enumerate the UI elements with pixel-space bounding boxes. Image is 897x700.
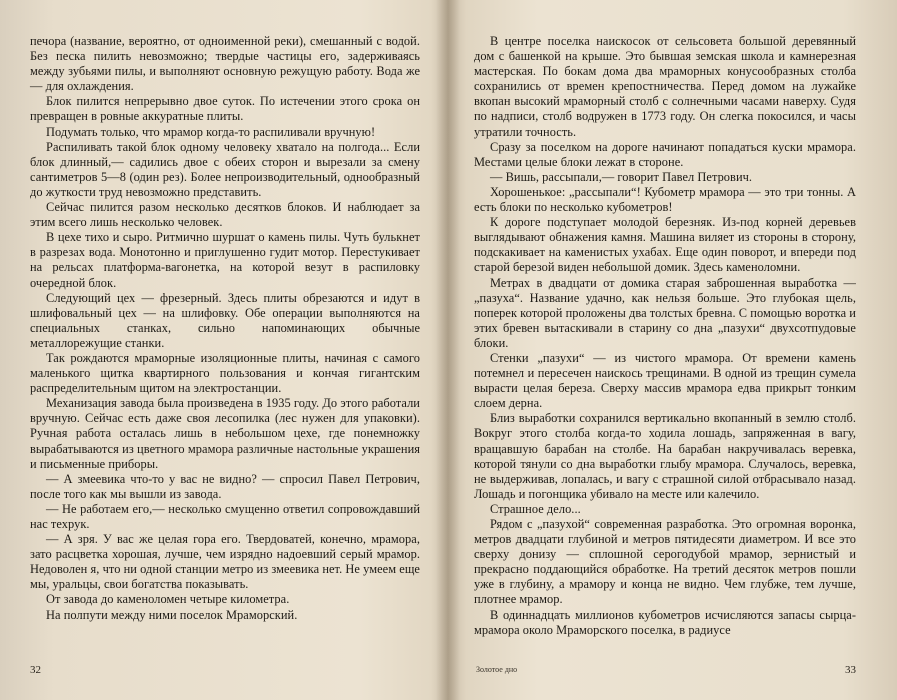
signature-mark: Золотое дно [476, 665, 518, 674]
paragraph: — Не работаем его,— несколько смущенно ответил сопровождавший нас техрук. [30, 501, 420, 531]
paragraph: От завода до каменоломен четыре километра. [46, 592, 290, 607]
paragraph: На полпути между ними поселок Мраморский. [46, 607, 298, 622]
paragraph: Так рождаются мраморные изоляционные плиты, начиная с самого маленького щитка квартирного пользования и кончая гигантским распределительным щитом на электростанции. [30, 350, 420, 396]
paragraph: — А змеевика что-то у вас не видно? — спросил Павел Петрович, после того как мы вышли из завода. [30, 471, 420, 501]
paragraph: Близ выработки сохранился вертикально вкопанный в землю столб. Вокруг этого столба когда-то ходила лошадь, запряженная в вагу, вращавшую барабан на столбе. На барабан накручивалась веревка, которой тянули со дна выработки глыбу мрамора. Случалось, веревка, не выдерживав, лопалась, и вагу с страшной силой отбрасывало назад. Лошадь и погонщика убивало на месте или калечило. [474, 411, 856, 501]
paragraph: Метрах в двадцати от домика старая заброшенная выработка — „пазуха“. Название удачно, как нельзя больше. Это глубокая щель, поперек которой проложены два толстых бревна. С помощью воротка и этих бревен вытаскивали в старину со дна „пазухи“ двухсотпудовые блоки. [474, 275, 856, 350]
paragraph: Сразу за поселком на дороге начинают попадаться куски мрамора. Местами целые блоки лежат в стороне. [474, 139, 856, 169]
paragraph: — А зря. У вас же целая гора его. Твердоватей, конечно, мрамора, зато расцветка хорошая, лучше, чем изрядно надоевший серый мрамор. Недоволен я, что ни одной станции метро из змеевика нет. Не умеем еще мы, уральцы, свои богатства показывать. [30, 532, 420, 592]
paragraph: В цехе тихо и сыро. Ритмично шуршат о камень пилы. Чуть булькнет в разрезах вода. Монотонно и приглушенно гудит мотор. Перестукивает на рельсах платформа-вагонетка, на которой везут в распиловку очередной блок. [30, 230, 420, 290]
right-page [474, 34, 856, 684]
paragraph: печора (название, вероятно, от одноименной реки), смешанный с водой. Без песка пилить невозможно; твердые частицы его, задерживаясь между зубьями пилы, и выполняют основную режущую работу. Вода же — для охлаждения. [30, 34, 420, 94]
paragraph: Хорошенькое: „рассыпали“! Кубометр мрамора — это три тонны. А есть блоки по несколько кубометров! [474, 184, 856, 215]
page-number: 33 [845, 664, 856, 676]
paragraph: В одиннадцать миллионов кубометров исчисляются запасы сырца-мрамора около Мраморского поселка, в радиусе [474, 607, 856, 637]
left-page [30, 34, 420, 684]
paragraph: В центре поселка наискосок от сельсовета большой деревянный дом с башенкой на крыше. Это бывшая земская школа и камнерезная мастерская. По бокам дома два мраморных конусообразных столба сохранились от времен крепостничества. Перед домом на лужайке вкопан высокий мраморный столб с солнечными часами наверху. Судя по надписи, столб водружен в 1773 году. Он слегка покосился, и часы утратили точность. [474, 34, 856, 139]
book-gutter [436, 0, 460, 700]
paragraph: Распиливать такой блок одному человеку хватало на полгода... Если блок длинный,— садились двое с обеих сторон и вырезали за смену сантиметров 5—8 (один рез). Более непроизводительный, однообразный до жуткости труд невозможно представить. [30, 139, 420, 199]
paragraph: Стенки „пазухи“ — из чистого мрамора. От времени камень потемнел и пересечен наискось трещинами. В одной из трещин сумела вырасти целая береза. Сверху массив мрамора едва прикрыт тонким слоем дерна. [474, 350, 856, 411]
paragraph: Подумать только, что мрамор когда-то распиливали вручную! [46, 124, 376, 139]
paragraph: Рядом с „пазухой“ современная разработка. Это огромная воронка, метров двадцати глубиной и метров пятидесяти диаметром. И все это сверху донизу — сплошной серогодубой мрамор, зернистый и прекрасно поддающийся обработке. На третий десяток метров пошли уже в глубину, а мрамору и конца не видно. Чем глубже, тем лучше, плотнее мрамор. [474, 517, 856, 607]
paragraph: — Вишь, рассыпали,— говорит Павел Петрович. [490, 169, 753, 184]
paragraph: К дороге подступает молодой березняк. Из-под корней деревьев выглядывают обнажения камня. Машина виляет из стороны в сторону, подскакивает на каменистых ухабах. Еще один поворот, и впереди под старой березой виден небольшой домик. Здесь каменоломни. [474, 215, 856, 275]
paragraph: Страшное дело... [490, 501, 581, 516]
page-number: 32 [30, 664, 41, 676]
paragraph: Сейчас пилится разом несколько десятков блоков. И наблюдает за этим всего лишь несколько человек. [30, 200, 420, 230]
paragraph: Следующий цех — фрезерный. Здесь плиты обрезаются и идут в шлифовальный цех — на шлифовку. Обе операции выполняются на специальных станках, сильно напоминающих обычные металлорежущие станки. [30, 290, 420, 350]
paragraph: Механизация завода была произведена в 1935 году. До этого работали вручную. Сейчас есть даже своя лесопилка (лес нужен для упаковки). Ручная работа осталась лишь в небольшом цехе, где понемножку вырабатываются из цветного мрамора различные настольные украшения и письменные приборы. [30, 396, 420, 471]
paragraph: Блок пилится непрерывно двое суток. По истечении этого срока он превращен в ровные аккуратные плиты. [30, 94, 420, 124]
